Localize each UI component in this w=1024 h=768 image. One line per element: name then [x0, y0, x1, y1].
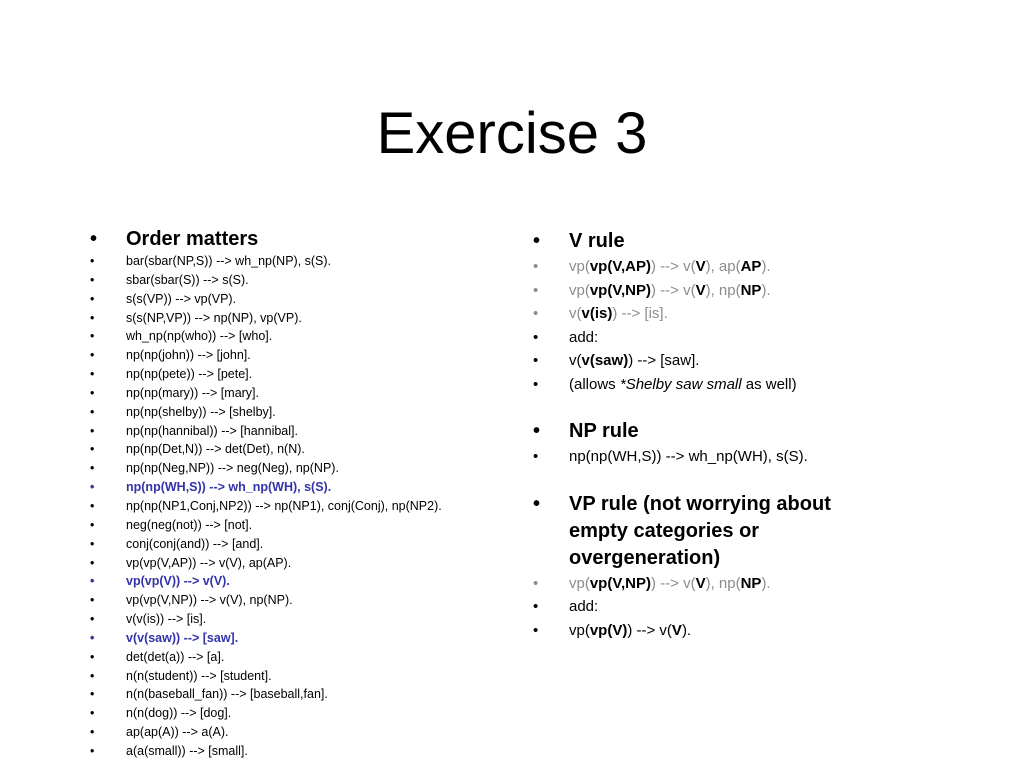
rule-text: det(det(a)) --> [a]. [126, 649, 225, 664]
bullet-icon: • [90, 687, 95, 702]
rule-text: wh_np(np(who)) --> [who]. [126, 329, 273, 344]
rule-item [90, 685, 510, 704]
rule-item [90, 667, 510, 686]
v-rule-line-3 [533, 302, 893, 326]
bullet-icon: • [90, 480, 95, 495]
rule-item [90, 422, 510, 441]
bullet-icon: • [90, 329, 95, 344]
rule-text: np(np(pete)) --> [pete]. [126, 367, 253, 382]
bullet-icon: • [90, 536, 95, 551]
rule-text: np(np(WH,S)) --> wh_np(WH), s(S). [126, 480, 332, 495]
rule-text: np(np(john)) --> [john]. [126, 348, 251, 363]
add-label: add: [569, 598, 599, 615]
rule-item [90, 535, 510, 554]
bullet-icon: • [533, 574, 539, 592]
code-text: ). [761, 281, 771, 299]
code-bold: NP [740, 574, 762, 592]
rule-item-highlighted [90, 629, 510, 648]
rule-item [90, 459, 510, 478]
bullet-icon: • [90, 517, 95, 532]
v-rule-heading-item [533, 228, 893, 255]
rule-item [90, 346, 510, 365]
rule-item [90, 271, 510, 290]
code-text: v( [569, 352, 582, 369]
rule-item [90, 591, 510, 610]
rule-item-highlighted [90, 572, 510, 591]
bullet-icon: • [90, 228, 98, 250]
rule-item [90, 610, 510, 629]
rule-item [90, 384, 510, 403]
rule-text: np(np(NP1,Conj,NP2)) --> np(NP1), conj(Conj), np(NP2). [126, 498, 442, 513]
left-heading: Order matters [126, 228, 259, 250]
bullet-icon: • [90, 668, 95, 683]
bullet-icon: • [90, 442, 95, 457]
code-bold: v(saw) [581, 352, 629, 369]
v-rule-line-1 [533, 255, 893, 279]
rule-item [90, 290, 510, 309]
rule-item [90, 365, 510, 384]
v-rule-line-4 [533, 349, 893, 373]
bullet-icon: • [90, 498, 95, 513]
code-text: vp( [569, 281, 590, 299]
vp-rule-line-2 [533, 619, 893, 643]
bullet-icon: • [90, 612, 95, 627]
code-bold: V [695, 258, 706, 275]
allows-text: as well) [741, 375, 797, 393]
bullet-icon: • [533, 352, 539, 369]
rule-item [90, 554, 510, 573]
code-text: ) --> [saw]. [628, 352, 700, 369]
bullet-icon: • [533, 281, 539, 299]
code-bold: vp(V,AP) [589, 258, 651, 275]
code-bold: v(is) [581, 305, 613, 322]
code-bold: V [671, 621, 682, 639]
bullet-icon: • [90, 385, 95, 400]
allows-italic: *Shelby saw small [619, 375, 742, 393]
bullet-icon: • [90, 291, 95, 306]
bullet-icon: • [90, 310, 95, 325]
bullet-icon: • [533, 492, 541, 515]
rule-text: s(s(VP)) --> vp(VP). [126, 291, 237, 306]
rule-text: bar(sbar(NP,S)) --> wh_np(NP), s(S). [126, 254, 332, 268]
code-text: vp( [569, 574, 590, 592]
bullet-icon: • [533, 230, 541, 252]
left-heading-item [90, 226, 510, 252]
rule-item [90, 516, 510, 535]
vp-rule-heading-item [533, 491, 893, 572]
code-bold: vp(V) [589, 621, 628, 639]
code-text: ), np( [705, 281, 741, 299]
code-bold: NP [740, 281, 762, 299]
bullet-icon: • [533, 621, 539, 639]
vp-rule-line-1 [533, 572, 893, 596]
code-bold: V [695, 281, 706, 299]
rule-text: np(np(mary)) --> [mary]. [126, 385, 260, 400]
rule-text: neg(neg(not)) --> [not]. [126, 517, 253, 532]
bullet-icon: • [90, 574, 95, 589]
rule-text: v(v(saw)) --> [saw]. [126, 630, 239, 645]
np-rule-line-1 [533, 445, 893, 469]
right-column [533, 228, 893, 642]
add-label: add: [569, 328, 599, 346]
code-bold: vp(V,NP) [589, 281, 651, 299]
rule-item [90, 252, 510, 271]
bullet-icon: • [90, 649, 95, 664]
rule-item [90, 742, 510, 761]
v-rule-add [533, 326, 893, 350]
bullet-icon: • [90, 272, 95, 287]
rule-text: np(np(Det,N)) --> det(Det), n(N). [126, 442, 305, 457]
bullet-icon: • [90, 743, 95, 758]
code-text: ) --> v( [650, 281, 696, 299]
bullet-icon: • [90, 725, 95, 740]
bullet-icon: • [90, 555, 95, 570]
rule-item [90, 704, 510, 723]
bullet-icon: • [533, 328, 539, 346]
bullet-icon: • [533, 305, 539, 322]
bullet-icon: • [90, 706, 95, 721]
bullet-icon: • [90, 348, 95, 363]
code-bold: V [695, 574, 706, 592]
code-text: ), ap( [705, 258, 741, 275]
rule-item [90, 440, 510, 459]
rule-item [90, 648, 510, 667]
rule-text: vp(vp(V)) --> v(V). [126, 574, 230, 589]
left-column [90, 226, 510, 761]
code-text: ), np( [705, 574, 741, 592]
rule-text: vp(vp(V,NP)) --> v(V), np(NP). [126, 593, 293, 608]
rule-text: np(np(shelby)) --> [shelby]. [126, 404, 276, 419]
code-text: np(np(WH,S)) --> wh_np(WH), s(S). [569, 448, 808, 465]
bullet-icon: • [90, 367, 95, 382]
rule-text: np(np(Neg,NP)) --> neg(Neg), np(NP). [126, 461, 339, 476]
rule-item [90, 497, 510, 516]
code-text: vp( [569, 258, 590, 275]
code-text: ) --> v( [650, 574, 696, 592]
bullet-icon: • [90, 630, 95, 645]
rule-item-highlighted [90, 478, 510, 497]
code-bold: vp(V,NP) [589, 574, 651, 592]
code-text: vp( [569, 621, 590, 639]
rule-text: s(s(NP,VP)) --> np(NP), vp(VP). [126, 310, 302, 325]
bullet-icon: • [533, 598, 539, 615]
rule-text: a(a(small)) --> [small]. [126, 743, 248, 758]
bullet-icon: • [90, 404, 95, 419]
code-text: ). [761, 258, 771, 275]
np-rule-heading: NP rule [569, 420, 639, 442]
vp-rule-add [533, 595, 893, 619]
rule-item [90, 403, 510, 422]
slide-title: Exercise 3 [376, 101, 648, 166]
rule-text: vp(vp(V,AP)) --> v(V), ap(AP). [126, 555, 292, 570]
rule-item [90, 327, 510, 346]
bullet-icon: • [533, 420, 541, 442]
rule-text: n(n(student)) --> [student]. [126, 668, 272, 683]
bullet-icon: • [90, 423, 95, 438]
bullet-icon: • [533, 375, 539, 393]
v-rule-heading: V rule [569, 230, 625, 252]
code-text: v( [569, 305, 582, 322]
rule-item [90, 723, 510, 742]
v-rule-line-2 [533, 279, 893, 303]
code-text: ) --> v( [627, 621, 672, 639]
code-bold: AP [740, 258, 762, 275]
rule-text: sbar(sbar(S)) --> s(S). [126, 272, 249, 287]
rule-text: np(np(hannibal)) --> [hannibal]. [126, 423, 298, 438]
allows-text: (allows [569, 375, 620, 393]
bullet-icon: • [533, 258, 539, 275]
vp-rule-heading: VP rule (not worrying about empty categories or overgeneration) [569, 492, 831, 569]
code-text: ). [761, 574, 771, 592]
code-text: ) --> v( [650, 258, 696, 275]
rule-text: n(n(dog)) --> [dog]. [126, 706, 232, 721]
bullet-icon: • [90, 593, 95, 608]
bullet-icon: • [90, 461, 95, 476]
bullet-icon: • [90, 254, 95, 268]
rule-item [90, 309, 510, 328]
rule-text: v(v(is)) --> [is]. [126, 612, 207, 627]
code-text: ). [681, 621, 692, 639]
code-text: ) --> [is]. [612, 305, 668, 322]
rule-text: ap(ap(A)) --> a(A). [126, 725, 229, 740]
bullet-icon: • [533, 448, 539, 465]
rule-text: conj(conj(and)) --> [and]. [126, 536, 264, 551]
np-rule-heading-item [533, 418, 893, 445]
rule-text: n(n(baseball_fan)) --> [baseball,fan]. [126, 687, 328, 702]
v-rule-allows [533, 373, 893, 397]
